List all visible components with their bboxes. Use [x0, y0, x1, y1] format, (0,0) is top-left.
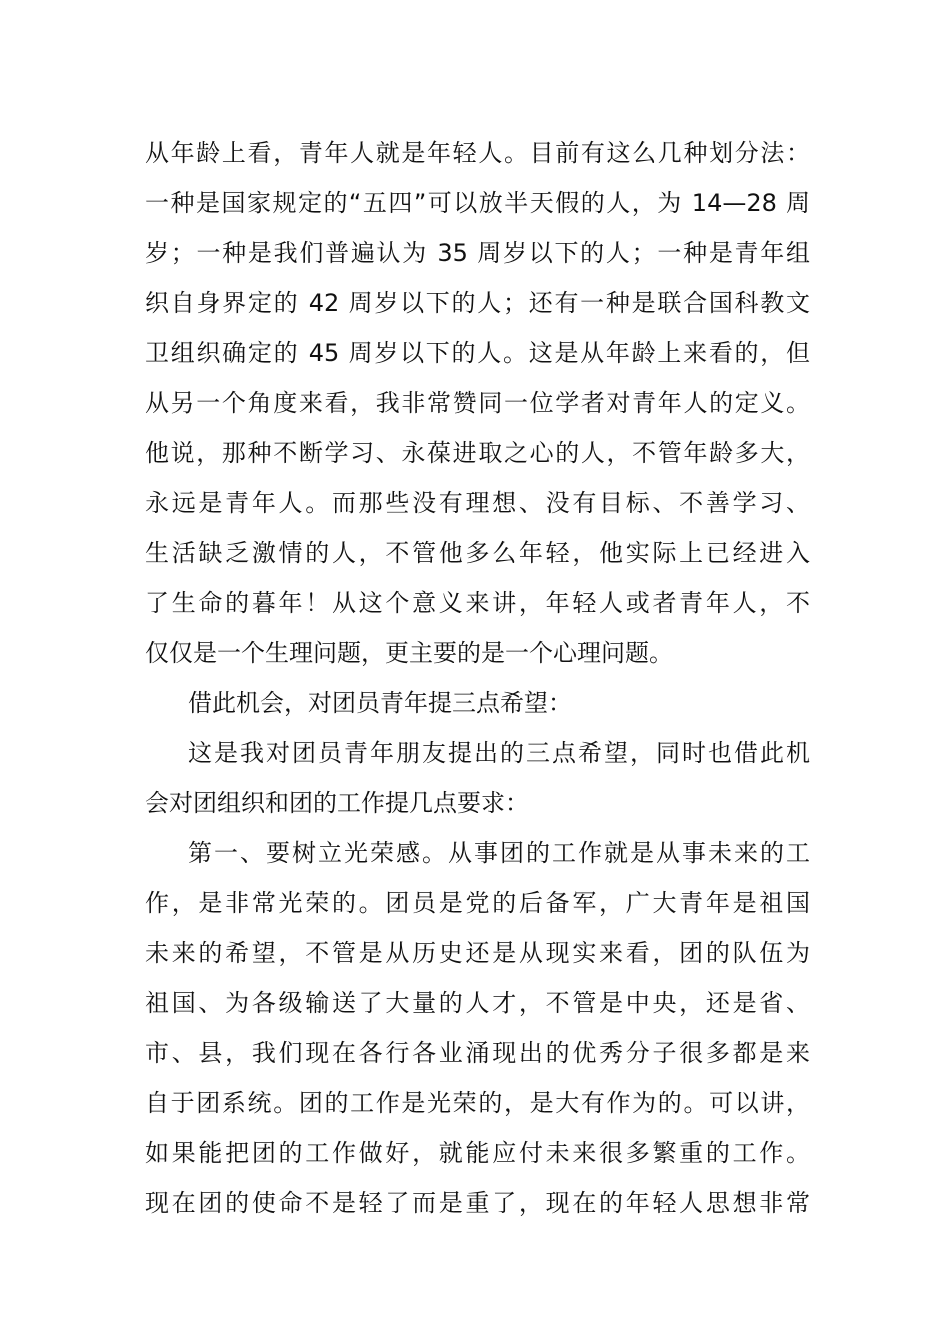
text-line: 岁；一种是我们普遍认为 35 周岁以下的人；一种是青年组	[145, 239, 810, 267]
text-line: 现在团的使命不是轻了而是重了，现在的年轻人思想非常	[145, 1189, 810, 1217]
text-line: 了生命的暮年！从这个意义来讲，年轻人或者青年人，不	[145, 589, 810, 617]
text-line: 仅仅是一个生理问题，更主要的是一个心理问题。	[145, 639, 673, 667]
text-line: 从年龄上看，青年人就是年轻人。目前有这么几种划分法：	[145, 139, 810, 167]
text-line: 祖国、为各级输送了大量的人才，不管是中央，还是省、	[145, 989, 810, 1017]
text-line: 如果能把团的工作做好，就能应付未来很多繁重的工作。	[145, 1139, 810, 1167]
text-line: 从另一个角度来看，我非常赞同一位学者对青年人的定义。	[145, 389, 810, 417]
text-line: 作，是非常光荣的。团员是党的后备军，广大青年是祖国	[145, 889, 810, 917]
text-line: 借此机会，对团员青年提三点希望：	[188, 689, 572, 717]
paragraph-requirements-intro	[145, 728, 810, 828]
text-line: 会对团组织和团的工作提几点要求：	[145, 789, 529, 817]
text-line: 一种是国家规定的“五四”可以放半天假的人，为 14—28 周	[145, 189, 810, 217]
text-line: 自于团系统。团的工作是光荣的，是大有作为的。可以讲，	[145, 1089, 810, 1117]
text-line: 他说，那种不断学习、永葆进取之心的人，不管年龄多大，	[145, 439, 810, 467]
paragraph-three-hopes-intro	[145, 678, 810, 728]
text-line: 永远是青年人。而那些没有理想、没有目标、不善学习、	[145, 489, 810, 517]
paragraph-age-definition	[145, 128, 810, 678]
text-line: 这是我对团员青年朋友提出的三点希望，同时也借此机	[188, 739, 810, 767]
text-line: 市、县，我们现在各行各业涌现出的优秀分子很多都是来	[145, 1039, 810, 1067]
text-line: 未来的希望，不管是从历史还是从现实来看，团的队伍为	[145, 939, 810, 967]
text-line: 织自身界定的 42 周岁以下的人；还有一种是联合国科教文	[145, 289, 810, 317]
document-body	[145, 128, 810, 1228]
text-line: 生活缺乏激情的人，不管他多么年轻，他实际上已经进入	[145, 539, 810, 567]
text-line: 卫组织确定的 45 周岁以下的人。这是从年龄上来看的，但	[145, 339, 810, 367]
text-line: 第一、要树立光荣感。从事团的工作就是从事未来的工	[188, 839, 810, 867]
paragraph-sense-of-honor	[145, 828, 810, 1228]
